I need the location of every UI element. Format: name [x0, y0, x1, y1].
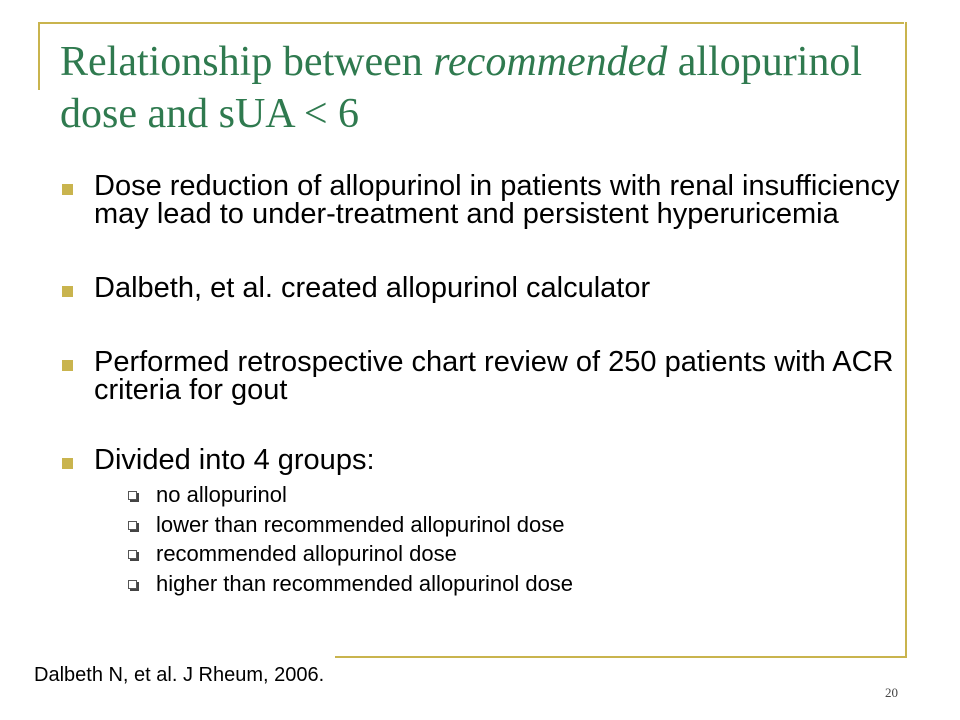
hollow-square-bullet-icon: [128, 550, 137, 559]
page-number: 20: [885, 685, 898, 700]
frame-top-line: [40, 22, 904, 24]
bullet-text: Performed retrospective chart review of 250 patients with ACR criteria for gout: [94, 346, 894, 406]
title-text-before: Relationship between: [60, 39, 434, 85]
bullet-item: [62, 446, 902, 474]
frame-right-line: [905, 22, 907, 658]
hollow-square-bullet-icon: [128, 580, 137, 589]
bullet-item: [62, 348, 902, 404]
square-bullet-icon: [62, 360, 73, 371]
bullet-item: [62, 172, 902, 228]
square-bullet-icon: [62, 458, 73, 469]
slide-body: [62, 168, 902, 598]
bullet-text: Dalbeth, et al. created allopurinol calculator: [94, 272, 651, 304]
hollow-square-bullet-icon: [128, 521, 137, 530]
sub-bullet-text: higher than recommended allopurinol dose: [156, 570, 574, 596]
sub-bullet-text: no allopurinol: [156, 482, 287, 507]
sub-bullet-item: [128, 539, 902, 569]
sub-bullet-item: [128, 480, 902, 510]
hollow-square-bullet-icon: [128, 491, 137, 500]
frame-left-line: [38, 22, 40, 90]
sub-bullet-text: lower than recommended allopurinol dose: [156, 511, 565, 537]
bullet-text: Divided into 4 groups:: [94, 444, 375, 476]
slide-title: [60, 36, 900, 140]
title-text-emphasis: recommended: [433, 39, 668, 85]
bullet-item: [62, 274, 902, 302]
sub-bullet-list: [62, 480, 902, 598]
bullet-text: Dose reduction of allopurinol in patients with renal insufficiency may lead to under-treatment and persistent hyperuricemia: [94, 170, 900, 230]
frame-bottom-line: [335, 656, 907, 658]
square-bullet-icon: [62, 184, 73, 195]
sub-bullet-text: recommended allopurinol dose: [156, 541, 457, 566]
citation: Dalbeth N, et al. J Rheum, 2006.: [34, 664, 325, 686]
title-text-after: allopurinol dose and sUA < 6: [60, 39, 863, 137]
sub-bullet-item: [128, 569, 902, 599]
sub-bullet-item: [128, 510, 902, 540]
square-bullet-icon: [62, 286, 73, 297]
